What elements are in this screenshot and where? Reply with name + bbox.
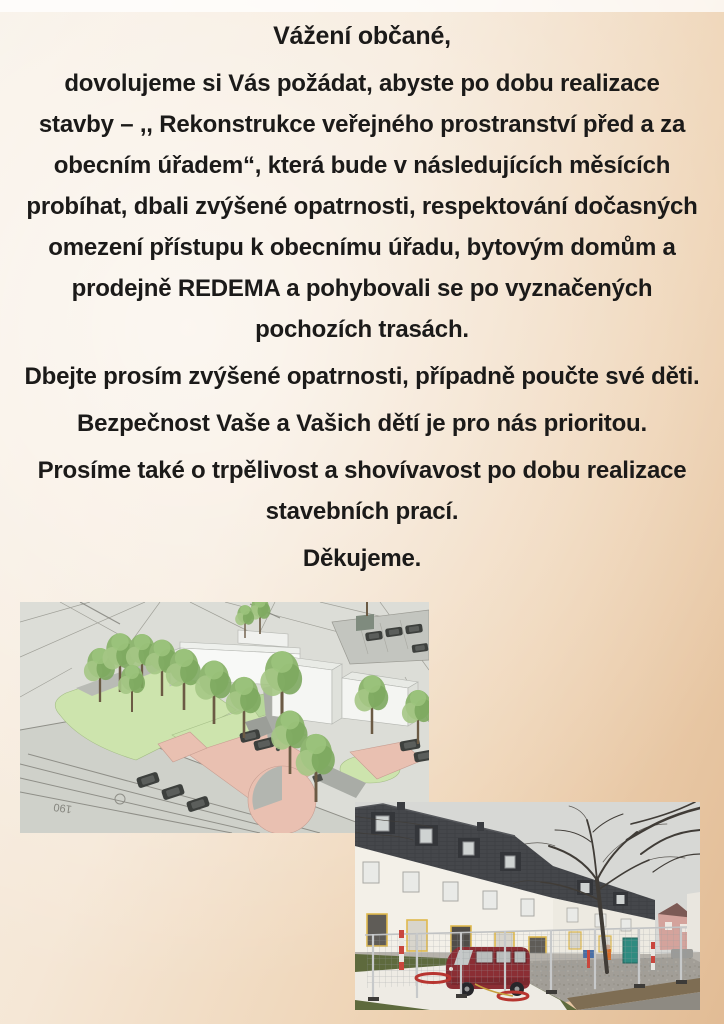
notice-heading [24,16,700,57]
plan-rendering-svg [20,602,429,833]
notice-paragraph: Dbejte prosím zvýšené opatrnosti, případně poučte své děti. [24,363,700,390]
notice-paragraph: Prosíme také o trpělivost a shovívavost po dobu realizace stavebních prací. [37,457,687,525]
notice-text-block [24,16,700,585]
notice-paragraph: Děkujeme. [302,545,422,572]
notice-paragraph: dovolujeme si Vás požádat, abyste po dobu realizace stavby – ,, Rekonstrukce veřejného prostranství před a za obecním úřadem“, která bude v následujících měsících probíhat, dbali zvýšené opatrnosti, respektování dočasných omezení přístupu k obecnímu úřadu, bytovým domům a prodejně REDEMA a pohybovali se po vyznačených pochozích trasách. [26,70,698,343]
construction-photo-svg [355,802,700,1010]
notice-paragraph: Bezpečnost Vaše a Vašich dětí je pro nás prioritou. [77,410,647,437]
map-parcel-number: 190 [52,800,73,815]
plan-rendering-image [20,602,429,833]
notice-heading-text: Vážení občané, [273,22,451,50]
construction-site-photo [355,802,700,1010]
